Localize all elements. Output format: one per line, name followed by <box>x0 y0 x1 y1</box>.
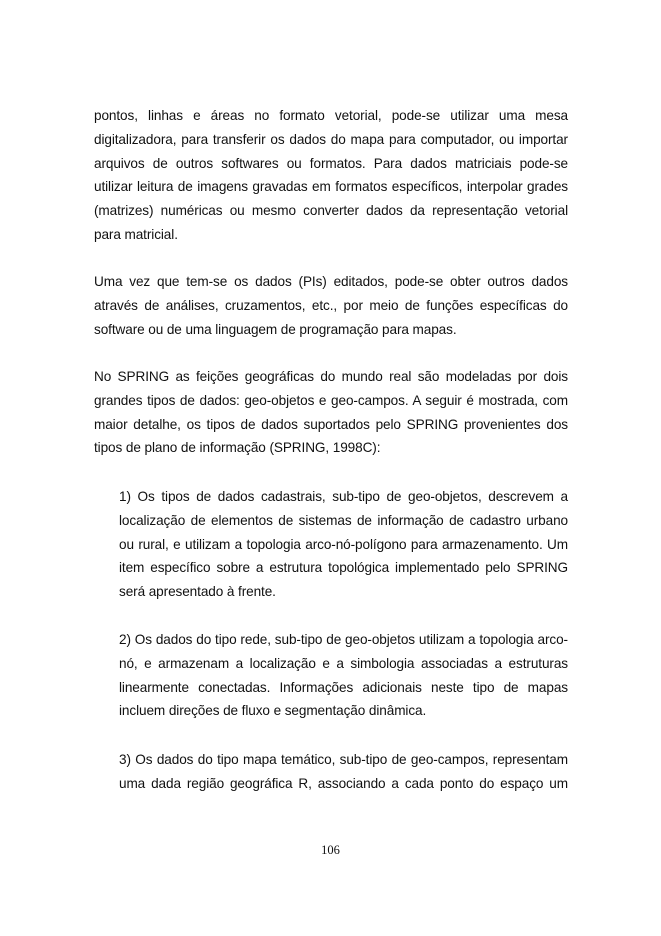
page-number: 106 <box>321 843 340 857</box>
text-line: tipos de plano de informação (SPRING, 1998C): <box>94 440 381 456</box>
text-line: software ou de uma linguagem de programação para mapas. <box>94 321 457 337</box>
text-line: 3) Os dados do tipo mapa temático, sub-tipo de geo-campos, representam <box>119 752 568 767</box>
text-line: 1) Os tipos de dados cadastrais, sub-tipo de geo-objetos, descrevem a <box>119 489 568 504</box>
paragraph-spring-data-types <box>94 365 568 460</box>
text-line: para matricial. <box>94 226 178 242</box>
text-line: pontos, linhas e áreas no formato vetorial, pode-se utilizar uma mesa <box>94 108 568 123</box>
text-line: ou rural, e utilizam a topologia arco-nó-polígono para armazenamento. Um <box>119 536 568 552</box>
list-item-cadastral <box>119 485 568 604</box>
text-line: arquivos de outros softwares ou formatos. Para dados matriciais pode-se <box>94 155 568 171</box>
text-line: será apresentado à frente. <box>119 584 276 600</box>
text-line: grandes tipos de dados: geo-objetos e geo-campos. A seguir é mostrada, com <box>94 392 568 408</box>
text-line: 2) Os dados do tipo rede, sub-tipo de geo-objetos utilizam a topologia arco- <box>119 632 568 647</box>
list-item-thematic-map <box>119 748 568 796</box>
text-line: nó, e armazenam a localização e a simbologia associadas a estruturas <box>119 655 568 671</box>
text-line: No SPRING as feições geográficas do mundo real são modeladas por dois <box>94 369 568 384</box>
text-line: utilizar leitura de imagens gravadas em formatos específicos, interpolar grades <box>94 179 568 195</box>
text-line: uma dada região geográfica R, associando a cada ponto do espaço um <box>119 775 568 791</box>
text-line: (matrizes) numéricas ou mesmo converter dados da representação vetorial <box>94 203 568 219</box>
text-line: item específico sobre a estrutura topológica implementado pelo SPRING <box>119 560 568 576</box>
text-line: digitalizadora, para transferir os dados do mapa para computador, ou importar <box>94 131 568 147</box>
text-line: através de análises, cruzamentos, etc., por meio de funções específicas do <box>94 297 568 313</box>
text-line: maior detalhe, os tipos de dados suportados pelo SPRING provenientes dos <box>94 416 568 432</box>
text-line: incluem direções de fluxo e segmentação dinâmica. <box>119 703 427 719</box>
text-line: Uma vez que tem-se os dados (PIs) editados, pode-se obter outros dados <box>94 274 568 289</box>
paragraph-edited-data <box>94 270 568 341</box>
paragraph-vector-raster-input <box>94 104 568 247</box>
list-item-network <box>119 628 568 723</box>
text-line: localização de elementos de sistemas de informação de cadastro urbano <box>119 512 568 528</box>
text-line: linearmente conectadas. Informações adicionais neste tipo de mapas <box>119 679 568 695</box>
